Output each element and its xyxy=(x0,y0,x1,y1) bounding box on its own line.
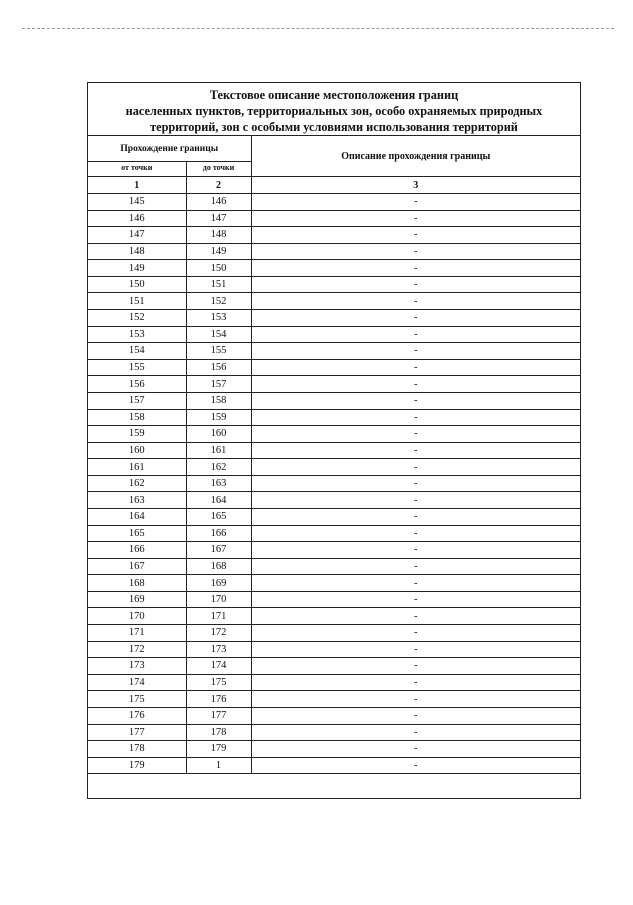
table-row xyxy=(88,426,580,443)
cell-description: - xyxy=(251,757,580,774)
cell-to-point: 167 xyxy=(186,542,251,559)
cell-to-point: 169 xyxy=(186,575,251,592)
table-row xyxy=(88,194,580,211)
cell-to-point: 175 xyxy=(186,674,251,691)
cell-to-point: 170 xyxy=(186,591,251,608)
cell-from-point: 179 xyxy=(88,757,186,774)
cell-to-point: 147 xyxy=(186,210,251,227)
table-row xyxy=(88,243,580,260)
cell-from-point: 154 xyxy=(88,343,186,360)
cell-description: - xyxy=(251,326,580,343)
cell-from-point: 150 xyxy=(88,276,186,293)
cell-from-point: 147 xyxy=(88,227,186,244)
cell-description: - xyxy=(251,409,580,426)
table-row xyxy=(88,707,580,724)
cell-description: - xyxy=(251,707,580,724)
title-line-2: населенных пунктов, территориальных зон, особо охраняемых природных xyxy=(125,104,543,118)
cell-from-point: 156 xyxy=(88,376,186,393)
cell-to-point: 163 xyxy=(186,475,251,492)
cell-description: - xyxy=(251,243,580,260)
cell-from-point: 169 xyxy=(88,591,186,608)
table-row xyxy=(88,343,580,360)
cell-from-point: 166 xyxy=(88,542,186,559)
table-row xyxy=(88,475,580,492)
header-from-point xyxy=(88,162,186,177)
cell-from-point: 157 xyxy=(88,392,186,409)
table-row xyxy=(88,227,580,244)
table-row xyxy=(88,525,580,542)
cell-to-point: 176 xyxy=(186,691,251,708)
cell-from-point: 173 xyxy=(88,658,186,675)
cell-to-point: 150 xyxy=(186,260,251,277)
cell-to-point: 172 xyxy=(186,625,251,642)
cell-from-point: 153 xyxy=(88,326,186,343)
cell-description: - xyxy=(251,392,580,409)
cell-description: - xyxy=(251,641,580,658)
cell-to-point: 165 xyxy=(186,508,251,525)
table-row xyxy=(88,558,580,575)
scan-artifact-line xyxy=(22,28,614,29)
cell-to-point: 161 xyxy=(186,442,251,459)
cell-to-point: 148 xyxy=(186,227,251,244)
table-row xyxy=(88,674,580,691)
cell-to-point: 160 xyxy=(186,426,251,443)
cell-description: - xyxy=(251,508,580,525)
cell-description: - xyxy=(251,194,580,211)
table-footer-space xyxy=(88,774,580,796)
cell-to-point: 171 xyxy=(186,608,251,625)
cell-from-point: 177 xyxy=(88,724,186,741)
cell-to-point: 155 xyxy=(186,343,251,360)
cell-description: - xyxy=(251,260,580,277)
header-passage: Прохождение границы xyxy=(88,136,251,162)
title-line-3: территорий, зон с особыми условиями использования территорий xyxy=(150,120,518,134)
table-row xyxy=(88,591,580,608)
cell-description: - xyxy=(251,741,580,758)
cell-to-point: 177 xyxy=(186,707,251,724)
cell-description: - xyxy=(251,591,580,608)
cell-to-point: 1 xyxy=(186,757,251,774)
cell-from-point: 148 xyxy=(88,243,186,260)
cell-to-point: 149 xyxy=(186,243,251,260)
table-row xyxy=(88,359,580,376)
cell-to-point: 153 xyxy=(186,310,251,327)
cell-from-point: 145 xyxy=(88,194,186,211)
cell-to-point: 154 xyxy=(186,326,251,343)
header-description: Описание прохождения границы xyxy=(251,136,580,177)
table-row xyxy=(88,724,580,741)
cell-from-point: 175 xyxy=(88,691,186,708)
table-row xyxy=(88,326,580,343)
document-frame xyxy=(87,82,581,799)
table-row xyxy=(88,210,580,227)
cell-to-point: 164 xyxy=(186,492,251,509)
cell-description: - xyxy=(251,227,580,244)
table-row xyxy=(88,691,580,708)
cell-to-point: 157 xyxy=(186,376,251,393)
table-row xyxy=(88,641,580,658)
cell-from-point: 165 xyxy=(88,525,186,542)
cell-to-point: 151 xyxy=(186,276,251,293)
boundary-table xyxy=(88,136,580,774)
table-row xyxy=(88,409,580,426)
cell-description: - xyxy=(251,459,580,476)
header-row-1 xyxy=(88,136,580,162)
cell-from-point: 161 xyxy=(88,459,186,476)
cell-from-point: 159 xyxy=(88,426,186,443)
cell-description: - xyxy=(251,310,580,327)
table-row xyxy=(88,658,580,675)
cell-to-point: 166 xyxy=(186,525,251,542)
table-row xyxy=(88,575,580,592)
table-row xyxy=(88,293,580,310)
cell-from-point: 149 xyxy=(88,260,186,277)
cell-to-point: 162 xyxy=(186,459,251,476)
cell-to-point: 174 xyxy=(186,658,251,675)
cell-description: - xyxy=(251,376,580,393)
cell-description: - xyxy=(251,492,580,509)
cell-description: - xyxy=(251,625,580,642)
cell-from-point: 174 xyxy=(88,674,186,691)
cell-description: - xyxy=(251,276,580,293)
cell-to-point: 156 xyxy=(186,359,251,376)
cell-from-point: 176 xyxy=(88,707,186,724)
table-row xyxy=(88,459,580,476)
cell-from-point: 146 xyxy=(88,210,186,227)
column-number-row xyxy=(88,177,580,194)
table-row xyxy=(88,542,580,559)
cell-to-point: 158 xyxy=(186,392,251,409)
table-row xyxy=(88,608,580,625)
header-to-point xyxy=(186,162,251,177)
cell-to-point: 146 xyxy=(186,194,251,211)
cell-description: - xyxy=(251,426,580,443)
cell-description: - xyxy=(251,691,580,708)
cell-from-point: 160 xyxy=(88,442,186,459)
table-row xyxy=(88,741,580,758)
cell-to-point: 168 xyxy=(186,558,251,575)
cell-from-point: 170 xyxy=(88,608,186,625)
cell-from-point: 151 xyxy=(88,293,186,310)
cell-from-point: 162 xyxy=(88,475,186,492)
cell-description: - xyxy=(251,558,580,575)
column-number-1: 1 xyxy=(88,177,186,194)
cell-to-point: 159 xyxy=(186,409,251,426)
cell-to-point: 179 xyxy=(186,741,251,758)
header-from-point-label: от точки xyxy=(121,163,153,172)
table-row xyxy=(88,310,580,327)
table-row xyxy=(88,625,580,642)
cell-from-point: 172 xyxy=(88,641,186,658)
cell-to-point: 173 xyxy=(186,641,251,658)
cell-description: - xyxy=(251,343,580,360)
cell-description: - xyxy=(251,674,580,691)
table-row xyxy=(88,276,580,293)
title-line-1: Текстовое описание местоположения границ xyxy=(209,88,459,102)
cell-description: - xyxy=(251,293,580,310)
document-title xyxy=(88,83,580,136)
cell-from-point: 171 xyxy=(88,625,186,642)
table-row xyxy=(88,260,580,277)
cell-from-point: 158 xyxy=(88,409,186,426)
cell-description: - xyxy=(251,475,580,492)
cell-from-point: 152 xyxy=(88,310,186,327)
table-row xyxy=(88,376,580,393)
cell-description: - xyxy=(251,724,580,741)
cell-to-point: 178 xyxy=(186,724,251,741)
column-number-2: 2 xyxy=(186,177,251,194)
cell-from-point: 167 xyxy=(88,558,186,575)
table-row xyxy=(88,492,580,509)
header-to-point-label: до точки xyxy=(202,163,235,172)
table-row xyxy=(88,442,580,459)
cell-from-point: 164 xyxy=(88,508,186,525)
cell-from-point: 155 xyxy=(88,359,186,376)
cell-description: - xyxy=(251,608,580,625)
cell-description: - xyxy=(251,210,580,227)
cell-description: - xyxy=(251,658,580,675)
column-number-3: 3 xyxy=(251,177,580,194)
table-row xyxy=(88,508,580,525)
cell-description: - xyxy=(251,442,580,459)
cell-from-point: 163 xyxy=(88,492,186,509)
cell-to-point: 152 xyxy=(186,293,251,310)
cell-from-point: 168 xyxy=(88,575,186,592)
cell-description: - xyxy=(251,359,580,376)
table-row xyxy=(88,392,580,409)
cell-description: - xyxy=(251,542,580,559)
table-row xyxy=(88,757,580,774)
cell-description: - xyxy=(251,525,580,542)
boundary-table-body xyxy=(88,136,580,774)
cell-description: - xyxy=(251,575,580,592)
cell-from-point: 178 xyxy=(88,741,186,758)
